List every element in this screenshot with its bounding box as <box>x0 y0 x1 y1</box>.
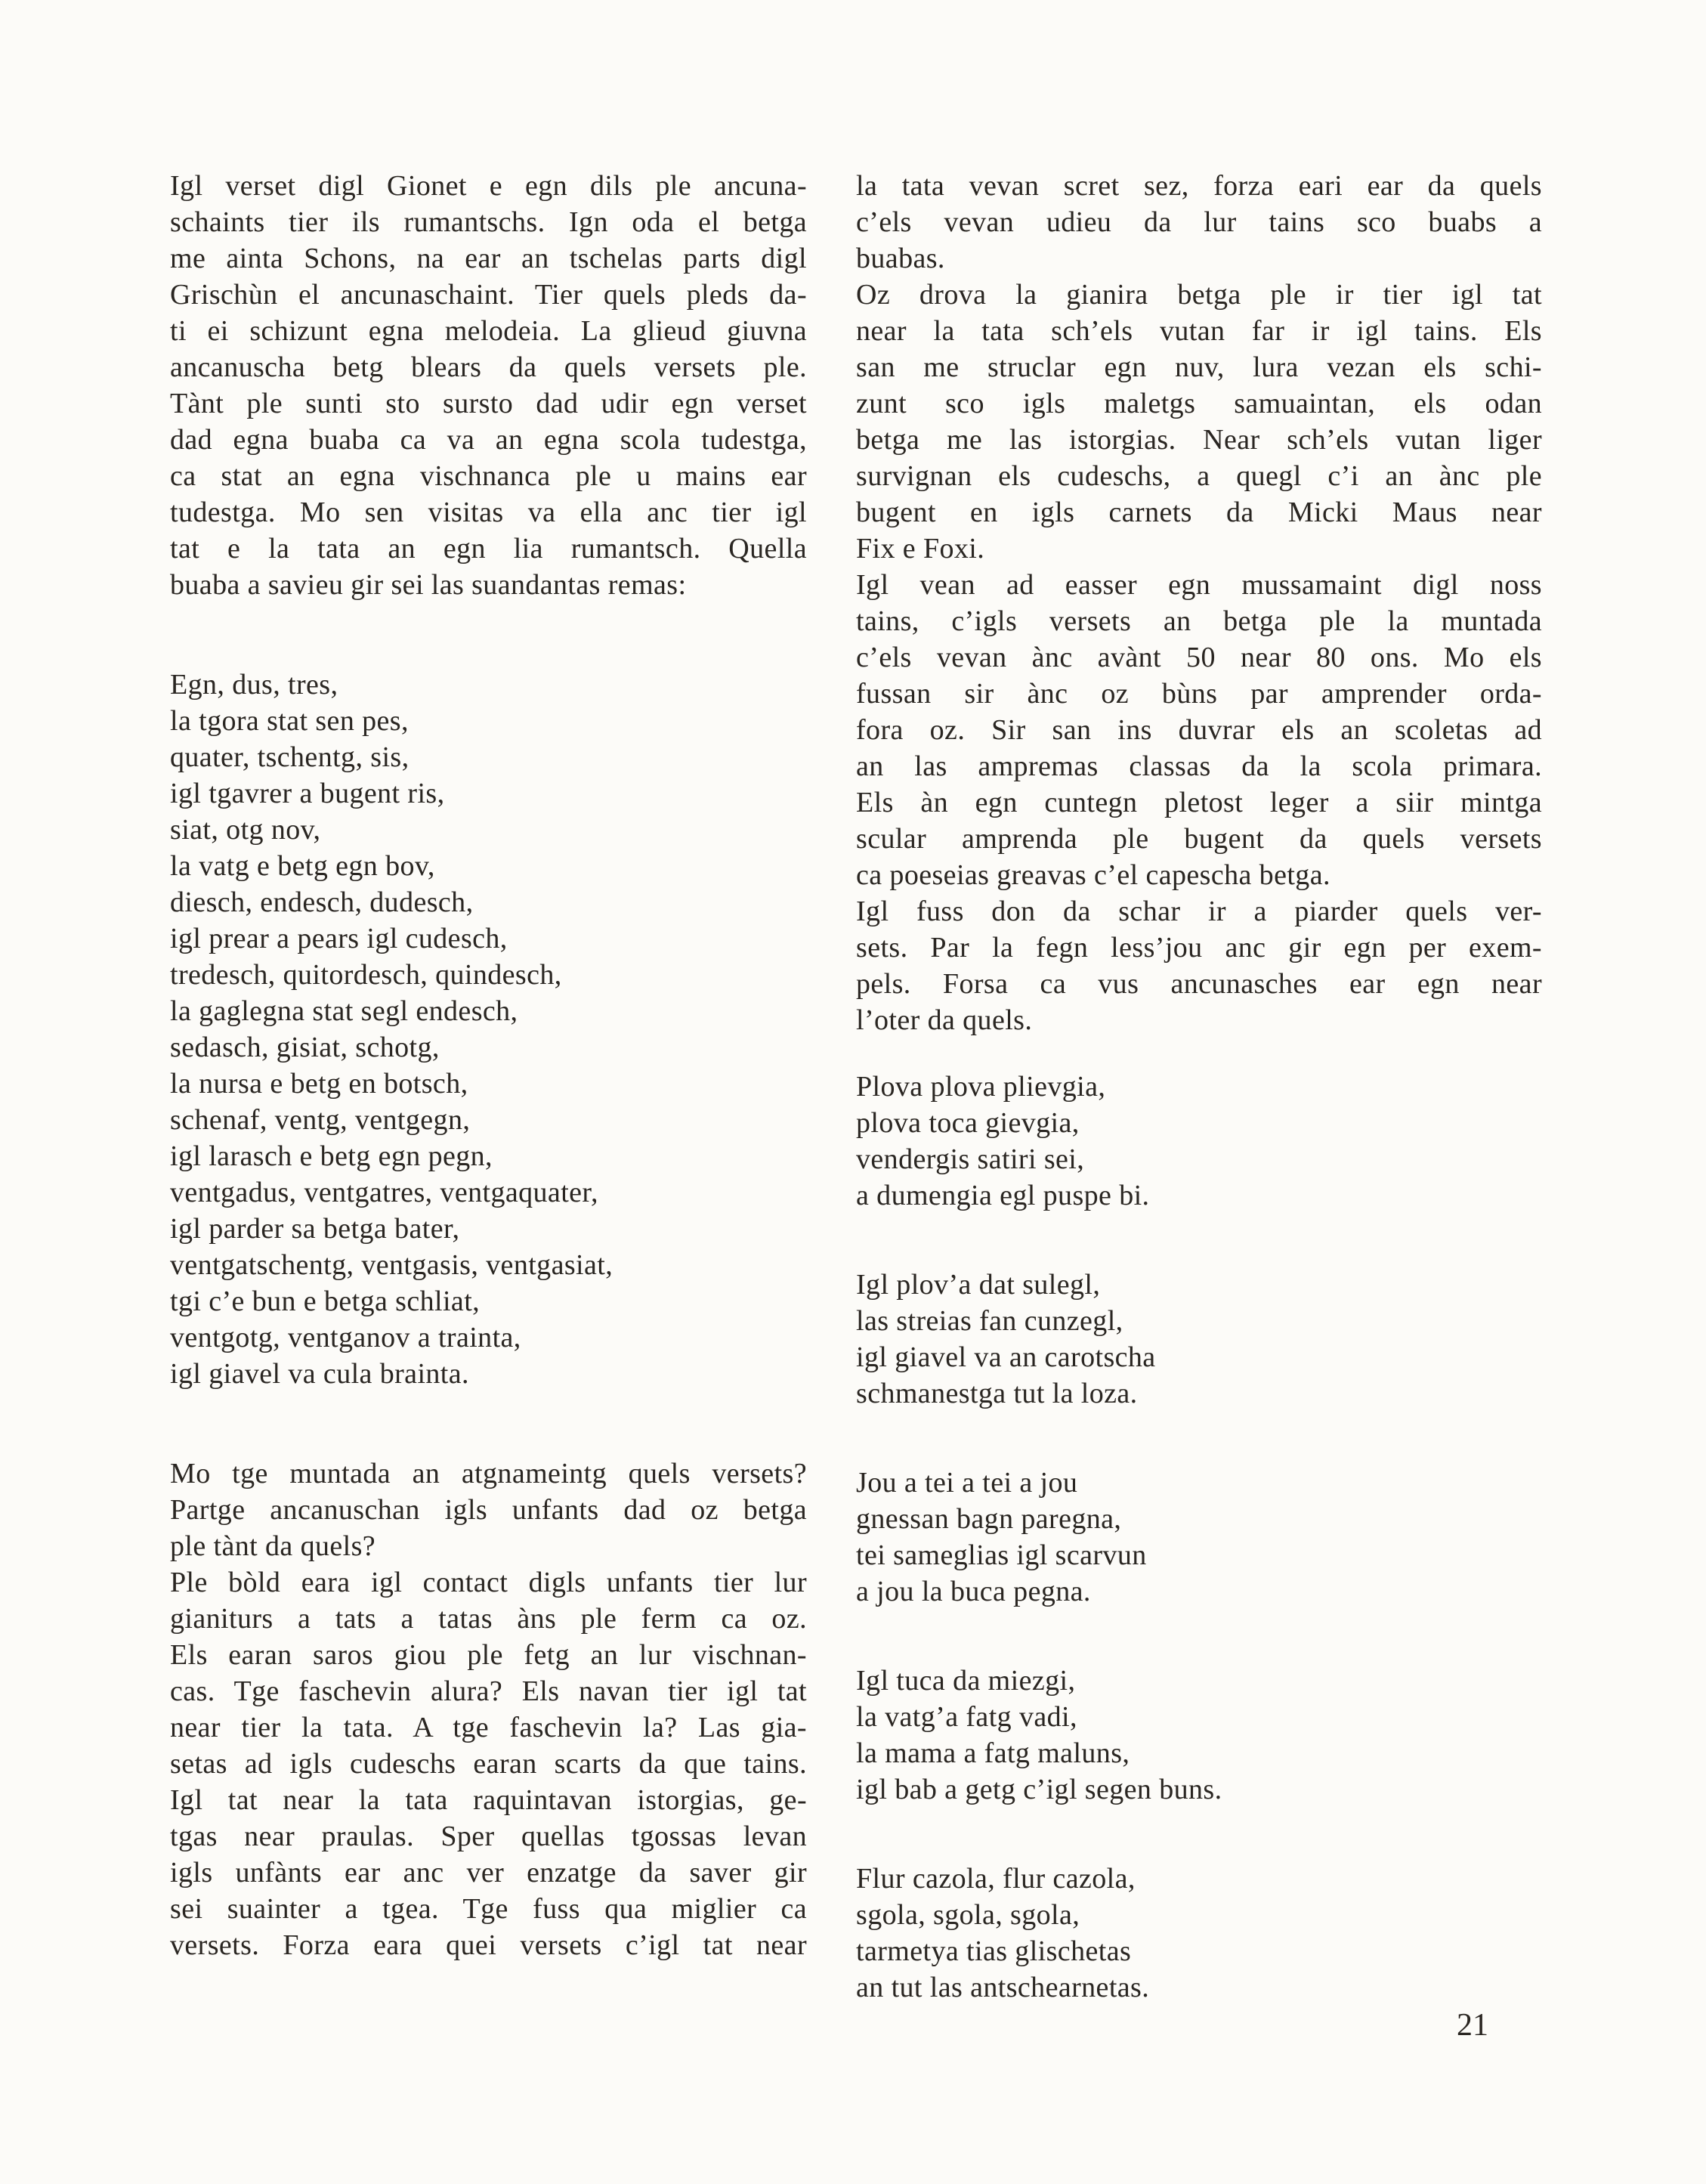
prose-paragraph <box>856 277 1542 567</box>
verse-stanza <box>856 1069 1542 1214</box>
verse-line: Igl plov’a dat sulegl, <box>856 1269 1101 1301</box>
prose-line: buabas. <box>856 243 945 274</box>
prose-line: gianiturs a tats a tatas àns ple ferm ca oz. <box>170 1603 807 1635</box>
prose-line: Oz drova la gianira betga ple ir tier igl tat <box>856 279 1542 311</box>
prose-line: ca poeseias greavas c’el capescha betga. <box>856 859 1330 891</box>
prose-paragraph <box>170 1455 807 1564</box>
verse-line: a dumengia egl puspe bi. <box>856 1180 1150 1211</box>
verse-line: la mama a fatg maluns, <box>856 1737 1130 1769</box>
verse-line: igl tgavrer a bugent ris, <box>170 778 445 809</box>
verse-line: Jou a tei a tei a jou <box>856 1467 1078 1499</box>
verse-stanza <box>856 1465 1542 1610</box>
prose-line: dad egna buaba ca va an egna scola tudestga, <box>170 424 807 456</box>
prose-line: tgas near praulas. Sper quellas tgossas levan <box>170 1821 807 1852</box>
prose-paragraph <box>856 168 1542 277</box>
prose-line: sei suainter a tgea. Tge fuss qua miglier ca <box>170 1893 807 1925</box>
verse-line: la tgora stat sen pes, <box>170 705 409 737</box>
verse-line: schmanestga tut la loza. <box>856 1378 1138 1409</box>
left-text-column <box>170 168 807 1963</box>
prose-line: bugent en igls carnets da Micki Maus near <box>856 497 1542 528</box>
prose-line: tains, c’igls versets an betga ple la muntada <box>856 605 1542 637</box>
verse-line: diesch, endesch, dudesch, <box>170 886 474 918</box>
prose-line: tudestga. Mo sen visitas va ella anc tier igl <box>170 497 807 528</box>
prose-line: ca stat an egna vischnanca ple u mains ear <box>170 460 807 492</box>
verse-line: sedasch, gisiat, schotg, <box>170 1032 440 1063</box>
verse-stanza <box>856 1267 1542 1412</box>
prose-paragraph <box>856 567 1542 893</box>
verse-line: Plova plova plievgia, <box>856 1071 1106 1103</box>
prose-line: Els àn egn cuntegn pletost leger a siir mintga <box>856 787 1542 818</box>
verse-line: igl prear a pears igl cudesch, <box>170 923 508 954</box>
verse-line: ventgotg, ventganov a trainta, <box>170 1322 521 1353</box>
prose-line: Partge ancanuschan igls unfants dad oz betga <box>170 1494 807 1526</box>
prose-line: Grischùn el ancunaschaint. Tier quels pleds da- <box>170 279 807 311</box>
verse-line: igl larasch e betg egn pegn, <box>170 1140 493 1172</box>
verse-line: siat, otg nov, <box>170 814 321 846</box>
prose-paragraph <box>170 168 807 603</box>
verse-line: igl giavel va an carotscha <box>856 1341 1156 1373</box>
prose-line: l’oter da quels. <box>856 1004 1033 1036</box>
verse-line: tei sameglias igl scarvun <box>856 1539 1147 1571</box>
verse-line: tgi c’e bun e betga schliat, <box>170 1285 481 1317</box>
prose-line: setas ad igls cudeschs earan scarts da que tains. <box>170 1748 807 1780</box>
prose-line: igls unfànts ear anc ver enzatge da saver gir <box>170 1857 807 1889</box>
prose-line: fussan sir ànc oz bùns par amprender orda- <box>856 678 1542 710</box>
verse-line: quater, tschentg, sis, <box>170 741 410 773</box>
prose-line: betga me las istorgias. Near sch’els vutan liger <box>856 424 1542 456</box>
verse-line: ventgadus, ventgatres, ventgaquater, <box>170 1177 598 1208</box>
verse-line: la nursa e betg en botsch, <box>170 1068 468 1100</box>
prose-line: zunt sco igls maletgs samuaintan, els odan <box>856 388 1542 419</box>
verse-line: las streias fan cunzegl, <box>856 1305 1123 1337</box>
prose-line: c’els vevan udieu da lur tains sco buabs a <box>856 206 1542 238</box>
prose-line: near la tata sch’els vutan far ir igl tains. Els <box>856 315 1542 347</box>
prose-line: near tier la tata. A tge faschevin la? Las gia- <box>170 1712 807 1743</box>
verse-stanza <box>170 667 807 1392</box>
prose-line: survignan els cudeschs, a quegl c’i an ànc ple <box>856 460 1542 492</box>
prose-paragraph <box>856 893 1542 1038</box>
verse-line: a jou la buca pegna. <box>856 1576 1091 1607</box>
verse-stanza <box>856 1861 1542 2006</box>
verse-line: Igl tuca da miezgi, <box>856 1665 1076 1697</box>
prose-line: Igl tat near la tata raquintavan istorgias, ge- <box>170 1784 807 1816</box>
verse-line: ventgatschentg, ventgasis, ventgasiat, <box>170 1249 613 1281</box>
prose-line: Igl fuss don da schar ir a piarder quels ver- <box>856 896 1542 927</box>
right-text-column <box>856 168 1542 2006</box>
prose-line: ancanuscha betg blears da quels versets ple. <box>170 351 807 383</box>
verse-line: an tut las antschearnetas. <box>856 1972 1150 2003</box>
prose-line: sets. Par la fegn less’jou anc gir egn per exem- <box>856 932 1542 964</box>
verse-line: Egn, dus, tres, <box>170 669 338 701</box>
prose-line: fora oz. Sir san ins duvrar els an scoletas ad <box>856 714 1542 746</box>
verse-stanza <box>856 1663 1542 1808</box>
prose-line: schaints tier ils rumantschs. Ign oda el betga <box>170 206 807 238</box>
verse-line: la gaglegna stat segl endesch, <box>170 995 518 1027</box>
prose-paragraph <box>170 1564 807 1963</box>
verse-line: plova toca gievgia, <box>856 1107 1080 1139</box>
verse-line: tarmetya tias glischetas <box>856 1935 1132 1967</box>
page-number: 21 <box>1457 2008 1488 2043</box>
prose-line: san me struclar egn nuv, lura vezan els schi- <box>856 351 1542 383</box>
prose-line: ple tànt da quels? <box>170 1530 376 1562</box>
verse-line: la vatg e betg egn bov, <box>170 850 435 882</box>
verse-line: gnessan bagn paregna, <box>856 1503 1122 1535</box>
prose-line: an las ampremas classas da la scola primara. <box>856 750 1542 782</box>
prose-line: Fix e Foxi. <box>856 533 985 565</box>
prose-line: c’els vevan ànc avànt 50 near 80 ons. Mo els <box>856 642 1542 673</box>
prose-line: pels. Forsa ca vus ancunasches ear egn near <box>856 968 1542 1000</box>
prose-line: buaba a savieu gir sei las suandantas remas: <box>170 569 687 601</box>
prose-line: Ple bòld eara igl contact digls unfants tier lur <box>170 1567 807 1598</box>
prose-line: cas. Tge faschevin alura? Els navan tier igl tat <box>170 1675 807 1707</box>
verse-line: sgola, sgola, sgola, <box>856 1899 1080 1931</box>
prose-line: scular amprenda ple bugent da quels versets <box>856 823 1542 855</box>
prose-line: tat e la tata an egn lia rumantsch. Quella <box>170 533 807 565</box>
verse-line: vendergis satiri sei, <box>856 1143 1085 1175</box>
verse-line: Flur cazola, flur cazola, <box>856 1863 1136 1895</box>
verse-line: igl giavel va cula brainta. <box>170 1358 469 1390</box>
prose-line: Igl vean ad easser egn mussamaint digl noss <box>856 569 1542 601</box>
verse-line: igl parder sa betga bater, <box>170 1213 460 1245</box>
prose-line: la tata vevan scret sez, forza eari ear da quels <box>856 170 1542 202</box>
verse-line: schenaf, ventg, ventgegn, <box>170 1104 471 1136</box>
verse-line: igl bab a getg c’igl segen buns. <box>856 1774 1222 1805</box>
prose-line: Tànt ple sunti sto sursto dad udir egn verset <box>170 388 807 419</box>
prose-line: Els earan saros giou ple fetg an lur vischnan- <box>170 1639 807 1671</box>
prose-line: Igl verset digl Gionet e egn dils ple ancuna- <box>170 170 807 202</box>
prose-line: me ainta Schons, na ear an tschelas parts digl <box>170 243 807 274</box>
prose-line: Mo tge muntada an atgnameintg quels versets? <box>170 1458 807 1490</box>
prose-line: versets. Forza eara quei versets c’igl tat near <box>170 1929 807 1961</box>
prose-line: ti ei schizunt egna melodeia. La glieud giuvna <box>170 315 807 347</box>
verse-line: tredesch, quitordesch, quindesch, <box>170 959 562 991</box>
verse-line: la vatg’a fatg vadi, <box>856 1701 1077 1733</box>
